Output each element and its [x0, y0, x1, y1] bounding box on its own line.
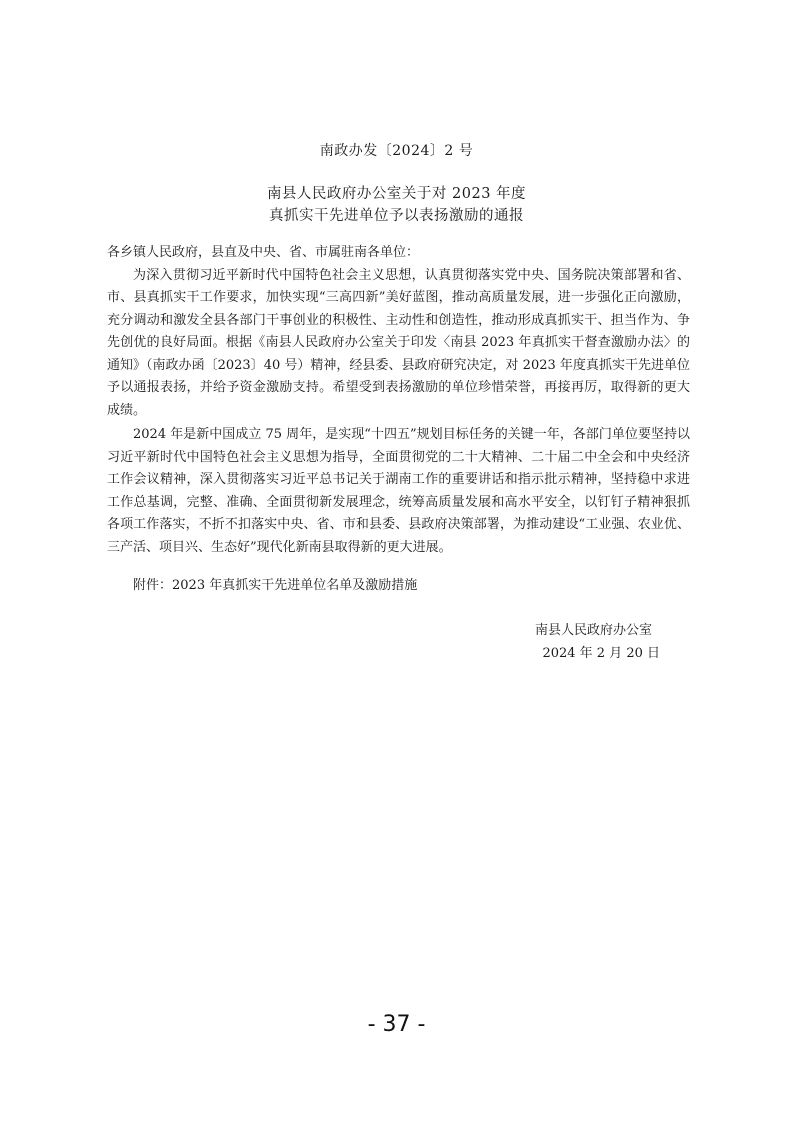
title-line-1: 南县人民政府办公室关于对 2023 年度	[266, 186, 527, 202]
document-title	[0, 183, 793, 227]
paragraph-2: 2024 年是新中国成立 75 周年，是实现“十四五”规划目标任务的关键一年，各部门单位要坚持以习近平新时代中国特色社会主义思想为指导，全面贯彻党的二十大精神、二十届二中全会和中央经济工作会议精神，深入贯彻落实习近平总书记关于湖南工作的重要讲话和指示批示精神，坚持稳中求进工作总基调，完整、准确、全面贯彻新发展理念，统筹高质量发展和高水平安全，以钉钉子精神狠抓各项工作落实，不折不扣落实中央、省、市和县委、县政府决策部署，为推动建设“工业强、农业优、三产活、项目兴、生态好”现代化新南县取得新的更大进展。	[107, 427, 690, 555]
salutation: 各乡镇人民政府，县直及中央、省、市属驻南各单位：	[107, 245, 420, 260]
document-number: 南政办发〔2024〕2 号	[319, 143, 474, 159]
document-body	[107, 242, 690, 598]
attachment-note: 附件：2023 年真抓实干先进单位名单及激励措施	[133, 578, 418, 593]
title-line-2: 真抓实干先进单位予以表扬激励的通报	[269, 208, 524, 224]
signature-block	[0, 620, 660, 665]
issuer-name: 南县人民政府办公室	[534, 623, 652, 638]
page-number: - 37 -	[367, 1012, 426, 1037]
issue-date: 2024 年 2 月 20 日	[542, 645, 660, 661]
paragraph-1: 为深入贯彻习近平新时代中国特色社会主义思想，认真贯彻落实党中央、国务院决策部署和省、市、县真抓实干工作要求，加快实现“三高四新”美好蓝图，推动高质量发展，进一步强化正向激励，充分调动和激发全县各部门干事创业的积极性、主动性和创造性，推动形成真抓实干、担当作为、争先创优的良好局面。根据《南县人民政府办公室关于印发〈南县 2023 年真抓实干督查激励办法〉的通知》（南政办函〔2023〕40 号）精神，经县委、县政府研究决定，对 2023 年度真抓实干先进单位予以通报表扬，并给予资金激励支持。希望受到表扬激励的单位珍惜荣誉，再接再厉，取得新的更大成绩。	[107, 267, 690, 418]
